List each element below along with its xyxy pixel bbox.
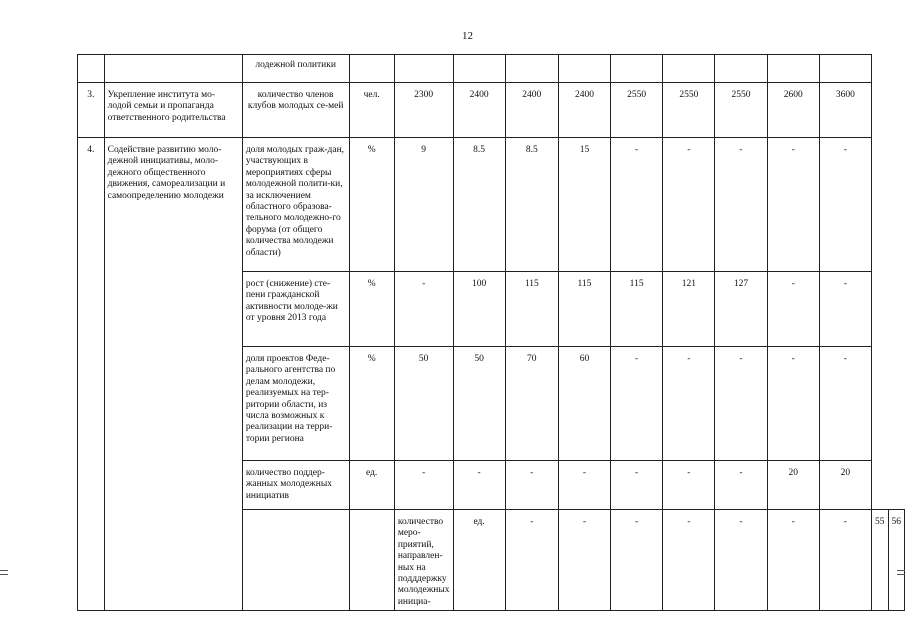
value-cell: 9 (394, 138, 453, 272)
table-row (78, 83, 905, 138)
value-cell (453, 55, 505, 83)
indicator-cell: количество членов клубов молодых се-мей (242, 83, 349, 138)
value-cell: - (558, 510, 610, 611)
value-cell: 2550 (663, 83, 715, 138)
value-cell: - (611, 347, 663, 461)
row-number-cell: 4. (78, 138, 105, 611)
value-cell (715, 55, 767, 83)
value-cell: 2400 (558, 83, 610, 138)
value-cell (663, 55, 715, 83)
unit-cell: % (349, 138, 394, 272)
goal-cell: Укрепление института мо-лодой семьи и пропаганда ответственного родительства (104, 83, 242, 138)
value-cell: - (767, 347, 819, 461)
value-cell: 15 (558, 138, 610, 272)
value-cell: 3600 (819, 83, 871, 138)
value-cell: - (767, 272, 819, 347)
scan-edge-mark-right (897, 570, 905, 571)
value-cell: - (715, 347, 767, 461)
value-cell: - (715, 138, 767, 272)
value-cell: - (611, 461, 663, 510)
value-cell (819, 55, 871, 83)
indicator-cell: лодежной политики (242, 55, 349, 83)
value-cell: 60 (558, 347, 610, 461)
value-cell: - (611, 510, 663, 611)
value-cell (767, 55, 819, 83)
goal-cell (104, 55, 242, 83)
value-cell: - (663, 510, 715, 611)
scan-edge-mark-left (0, 570, 8, 571)
value-cell: - (394, 461, 453, 510)
value-cell: - (663, 347, 715, 461)
table-row (78, 138, 905, 272)
value-cell: - (505, 461, 558, 510)
value-cell: 127 (715, 272, 767, 347)
indicator-cell: количество поддер-жанных молодежных инициатив (242, 461, 349, 510)
value-cell: - (663, 138, 715, 272)
unit-cell: ед. (453, 510, 505, 611)
value-cell: 8.5 (453, 138, 505, 272)
value-cell: 100 (453, 272, 505, 347)
value-cell: 70 (505, 347, 558, 461)
value-cell: 55 (872, 510, 889, 611)
value-cell: 50 (453, 347, 505, 461)
unit-cell: % (349, 272, 394, 347)
value-cell (558, 55, 610, 83)
value-cell (505, 55, 558, 83)
value-cell: 2400 (505, 83, 558, 138)
page-number: 12 (462, 30, 473, 42)
unit-cell: чел. (349, 83, 394, 138)
value-cell: - (715, 510, 767, 611)
goal-cell (349, 510, 394, 611)
value-cell (611, 55, 663, 83)
value-cell: 2550 (715, 83, 767, 138)
value-cell: - (558, 461, 610, 510)
value-cell: - (819, 272, 871, 347)
value-cell: 121 (663, 272, 715, 347)
value-cell: 20 (819, 461, 871, 510)
value-cell: 56 (888, 510, 905, 611)
indicators-table (77, 54, 905, 611)
value-cell: - (663, 461, 715, 510)
value-cell: - (715, 461, 767, 510)
value-cell: - (767, 138, 819, 272)
value-cell: 2300 (394, 83, 453, 138)
scan-edge-mark-right (897, 574, 905, 575)
value-cell: - (819, 510, 871, 611)
value-cell: 2400 (453, 83, 505, 138)
value-cell: 115 (611, 272, 663, 347)
value-cell: 8.5 (505, 138, 558, 272)
indicator-cell: доля проектов Феде-рального агентства по делам молодежи, реализуемых на тер-ритории области, из числа возможных к реализации на терри-тории региона (242, 347, 349, 461)
value-cell: - (819, 347, 871, 461)
value-cell: 50 (394, 347, 453, 461)
value-cell: - (767, 510, 819, 611)
value-cell: - (611, 138, 663, 272)
row-number-cell (242, 510, 349, 611)
scan-edge-mark-left (0, 574, 8, 575)
value-cell: 20 (767, 461, 819, 510)
unit-cell: ед. (349, 461, 394, 510)
unit-cell: % (349, 347, 394, 461)
unit-cell (349, 55, 394, 83)
value-cell: - (394, 272, 453, 347)
value-cell: - (505, 510, 558, 611)
value-cell: 2600 (767, 83, 819, 138)
value-cell: 115 (505, 272, 558, 347)
row-number-cell: 3. (78, 83, 105, 138)
goal-cell: Содействие развитию моло-дежной инициативы, моло-дежного общественного движения, самореализации и самоопределению молодежи (104, 138, 242, 611)
indicator-cell: доля молодых граж-дан, участвующих в мероприятиях сферы молодежной полити-ки, за исключением областного образова-тельного молодежно-го форума (от общего количества молодежи области) (242, 138, 349, 272)
value-cell: - (819, 138, 871, 272)
value-cell (394, 55, 453, 83)
value-cell: - (453, 461, 505, 510)
value-cell: 2550 (611, 83, 663, 138)
table-row (78, 55, 905, 83)
indicator-cell: рост (снижение) сте-пени гражданской активности молоде-жи от уровня 2013 года (242, 272, 349, 347)
value-cell: 115 (558, 272, 610, 347)
indicator-cell: количество меро-приятий, направлен-ных на подддержку молодежных инициа- (394, 510, 453, 611)
row-number-cell (78, 55, 105, 83)
